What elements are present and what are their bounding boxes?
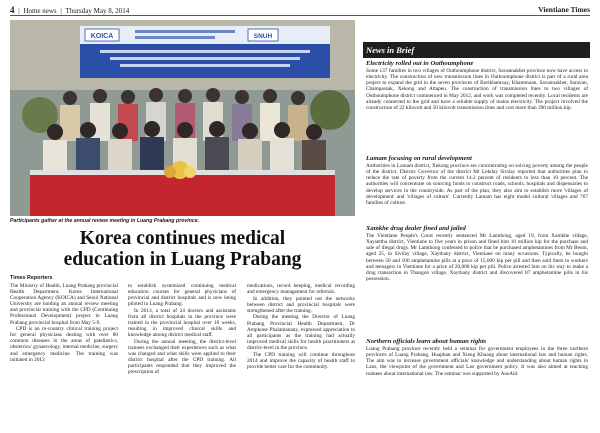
brief-item-drug-dealer	[366, 225, 588, 282]
meeting-photo-illustration	[10, 20, 355, 216]
news-in-brief-title: News in Brief	[363, 42, 590, 58]
article-paragraph: The Ministry of Health, Luang Prabang provincial Health Department, Korea International Cooperation Agency (KOICA) and Seoul National University are holding an annual review meeting and provincial training with the CPD (Continuing Professional Development) project in Luang Prabang provincial hospital from May 5-9.	[10, 283, 118, 326]
brief-item-human-rights	[366, 338, 588, 377]
article-paragraph: medications, record keeping, medical recording and emergency management for referrals.	[247, 283, 355, 296]
snuh-logo-text: SNUH	[253, 33, 273, 40]
koica-logo-text: KOICA	[90, 33, 114, 40]
masthead: Vientiane Times	[538, 5, 590, 14]
brief-body: The Vientiane People's Court recently sentenced Mr Lamthong, aged 19, from Xamkhe village, Xaysettha district, Vientiane to five years in prison and fined him 10 million kip for the purchase and sale of illegal drugs. Mr Lamthong confessed to police that he purchased amphetamines from Mr Beum, aged 25, in Sivilay village, Xaythany district, Vientiane on many occasions. Typically, he bought between 50 and 100 amphetamine pills at a price of 15,000 kip per pill and then sold them to workers and teenagers in Vientiane for a price of 20,000 kip per pill. Police arrested him on his way to make a drug transaction in Thangon village, Xaythany district and discovered 87 amphetamine pills in his possession.	[366, 233, 588, 283]
issue-date: Thursday May 8, 2014	[65, 7, 130, 15]
article-paragraph: In addition, they pointed out the networks between district and provincial hospitals were strengthened after the training.	[247, 295, 355, 314]
article-paragraph: CPD is an in-country clinical training project for general physicians dealing with over 80 common diseases in the areas of paediatrics, obstetrics/ gynaecology, internal medicine, surgery and emergency medicine. The training was initiated in 2012	[10, 326, 118, 363]
article-paragraph: The CPD training will continue throughout 2014 and improve the capacity of health staff to provide better care for the community.	[247, 351, 355, 370]
article-paragraph: During the annual meeting, the district-level trainees exchanged their experiences such as what was changed and what skills were applied to their district hospital after the CPD training. All participants responded that they improved the prescription of	[128, 338, 236, 376]
article-headline	[10, 228, 355, 270]
brief-heading: Xamkhe drug dealer fined and jailed	[366, 225, 466, 232]
headline-line-1: Korea continues medical	[79, 228, 286, 249]
section-name: Home news	[23, 7, 57, 15]
brief-item-electricity	[366, 60, 588, 111]
brief-body: Luang Prabang province recently held a seminar for government employees in the three northern provinces of Luang Prabang, Huaphan and Xieng Khuang about international law and human rights. The aim was to increase government officials' knowledge and understanding about human rights in Laos, the viewpoint of the government and Lao government policy. It was also aimed at teaching trainees about international law. The seminar was supported by AusAid.	[366, 346, 588, 377]
article-column-2	[128, 283, 236, 376]
page-number: 4	[10, 5, 15, 15]
brief-item-lamam	[366, 155, 588, 206]
page-header	[10, 5, 590, 16]
article-paragraph: During the meeting the Director of Luang Prabang Provincial Health Department, Dr Amphone Phalamanany, expressed appreciation to all participants as the training had actually improved medical skills for health practitioners at district-level in the province.	[247, 314, 355, 351]
byline: Times Reporters	[10, 275, 53, 281]
article-paragraph: In 2013, a total of 24 doctors and assistants from all district hospitals in the province were trained in the provincial hospital over 10 weeks, resulting in improved clinical skills and knowledge among district medical staff.	[128, 307, 236, 339]
brief-heading: Electricity rolled out in Outhoumphone	[366, 60, 474, 67]
brief-body: Some 137 families in two villages of Outhoumphone district, Savannakhet province now have access to electricity. The construction of new transmission lines in Outhoumphone district is part of a rural area project to expand the grid in the seven provinces of Borikhamxay, Khammuan, Savannakhet, Saravan, Champassak, Xekong and Attapeu. The construction of transmission lines to two villages of Outhoumphone district commenced in May 2012, and work was completed recently. Local residents are already connected to the grid and have a reliable supply of mains electricity. The project involved the construction of 22 kilovolt and 50 kilovolt transmission lines and cost more than 390 million kip.	[366, 68, 588, 111]
article-paragraph: to establish systemized continuing medical education courses for general physicians of provincial and district hospitals and is now being piloted in Luang Prabang.	[128, 283, 236, 308]
brief-heading: Northern officials learn about human rights	[366, 338, 487, 345]
photo-caption: Participants gather at the annual review meeting in Luang Prabang province.	[10, 218, 200, 224]
brief-body: Authorities in Lamam district, Xekong province are concentrating on solving poverty among the people of the district. District Governor of the district Mr Lekday Sivilay reported that authorities plan to reduce the rate of poverty from the current 14.2 percent of residents to less than 10 percent. The authorities will concentrate on sourcing funds to construct roads, schools, hospitals and dispensaries to develop services in the countryside. As part of the plan, they also aim to establish more 'villages of development' and 'villages of culture'. Currently Lamam has eight model cultural villages and 767 families of culture.	[366, 163, 588, 206]
headline-line-2: education in Luang Prabang	[63, 249, 302, 270]
meeting-photo	[10, 20, 355, 216]
header-separator: |	[18, 7, 20, 15]
article-column-1	[10, 283, 118, 363]
article-column-3	[247, 283, 355, 370]
brief-heading: Lamam focusing on rural development	[366, 155, 472, 162]
header-separator: |	[60, 7, 62, 15]
